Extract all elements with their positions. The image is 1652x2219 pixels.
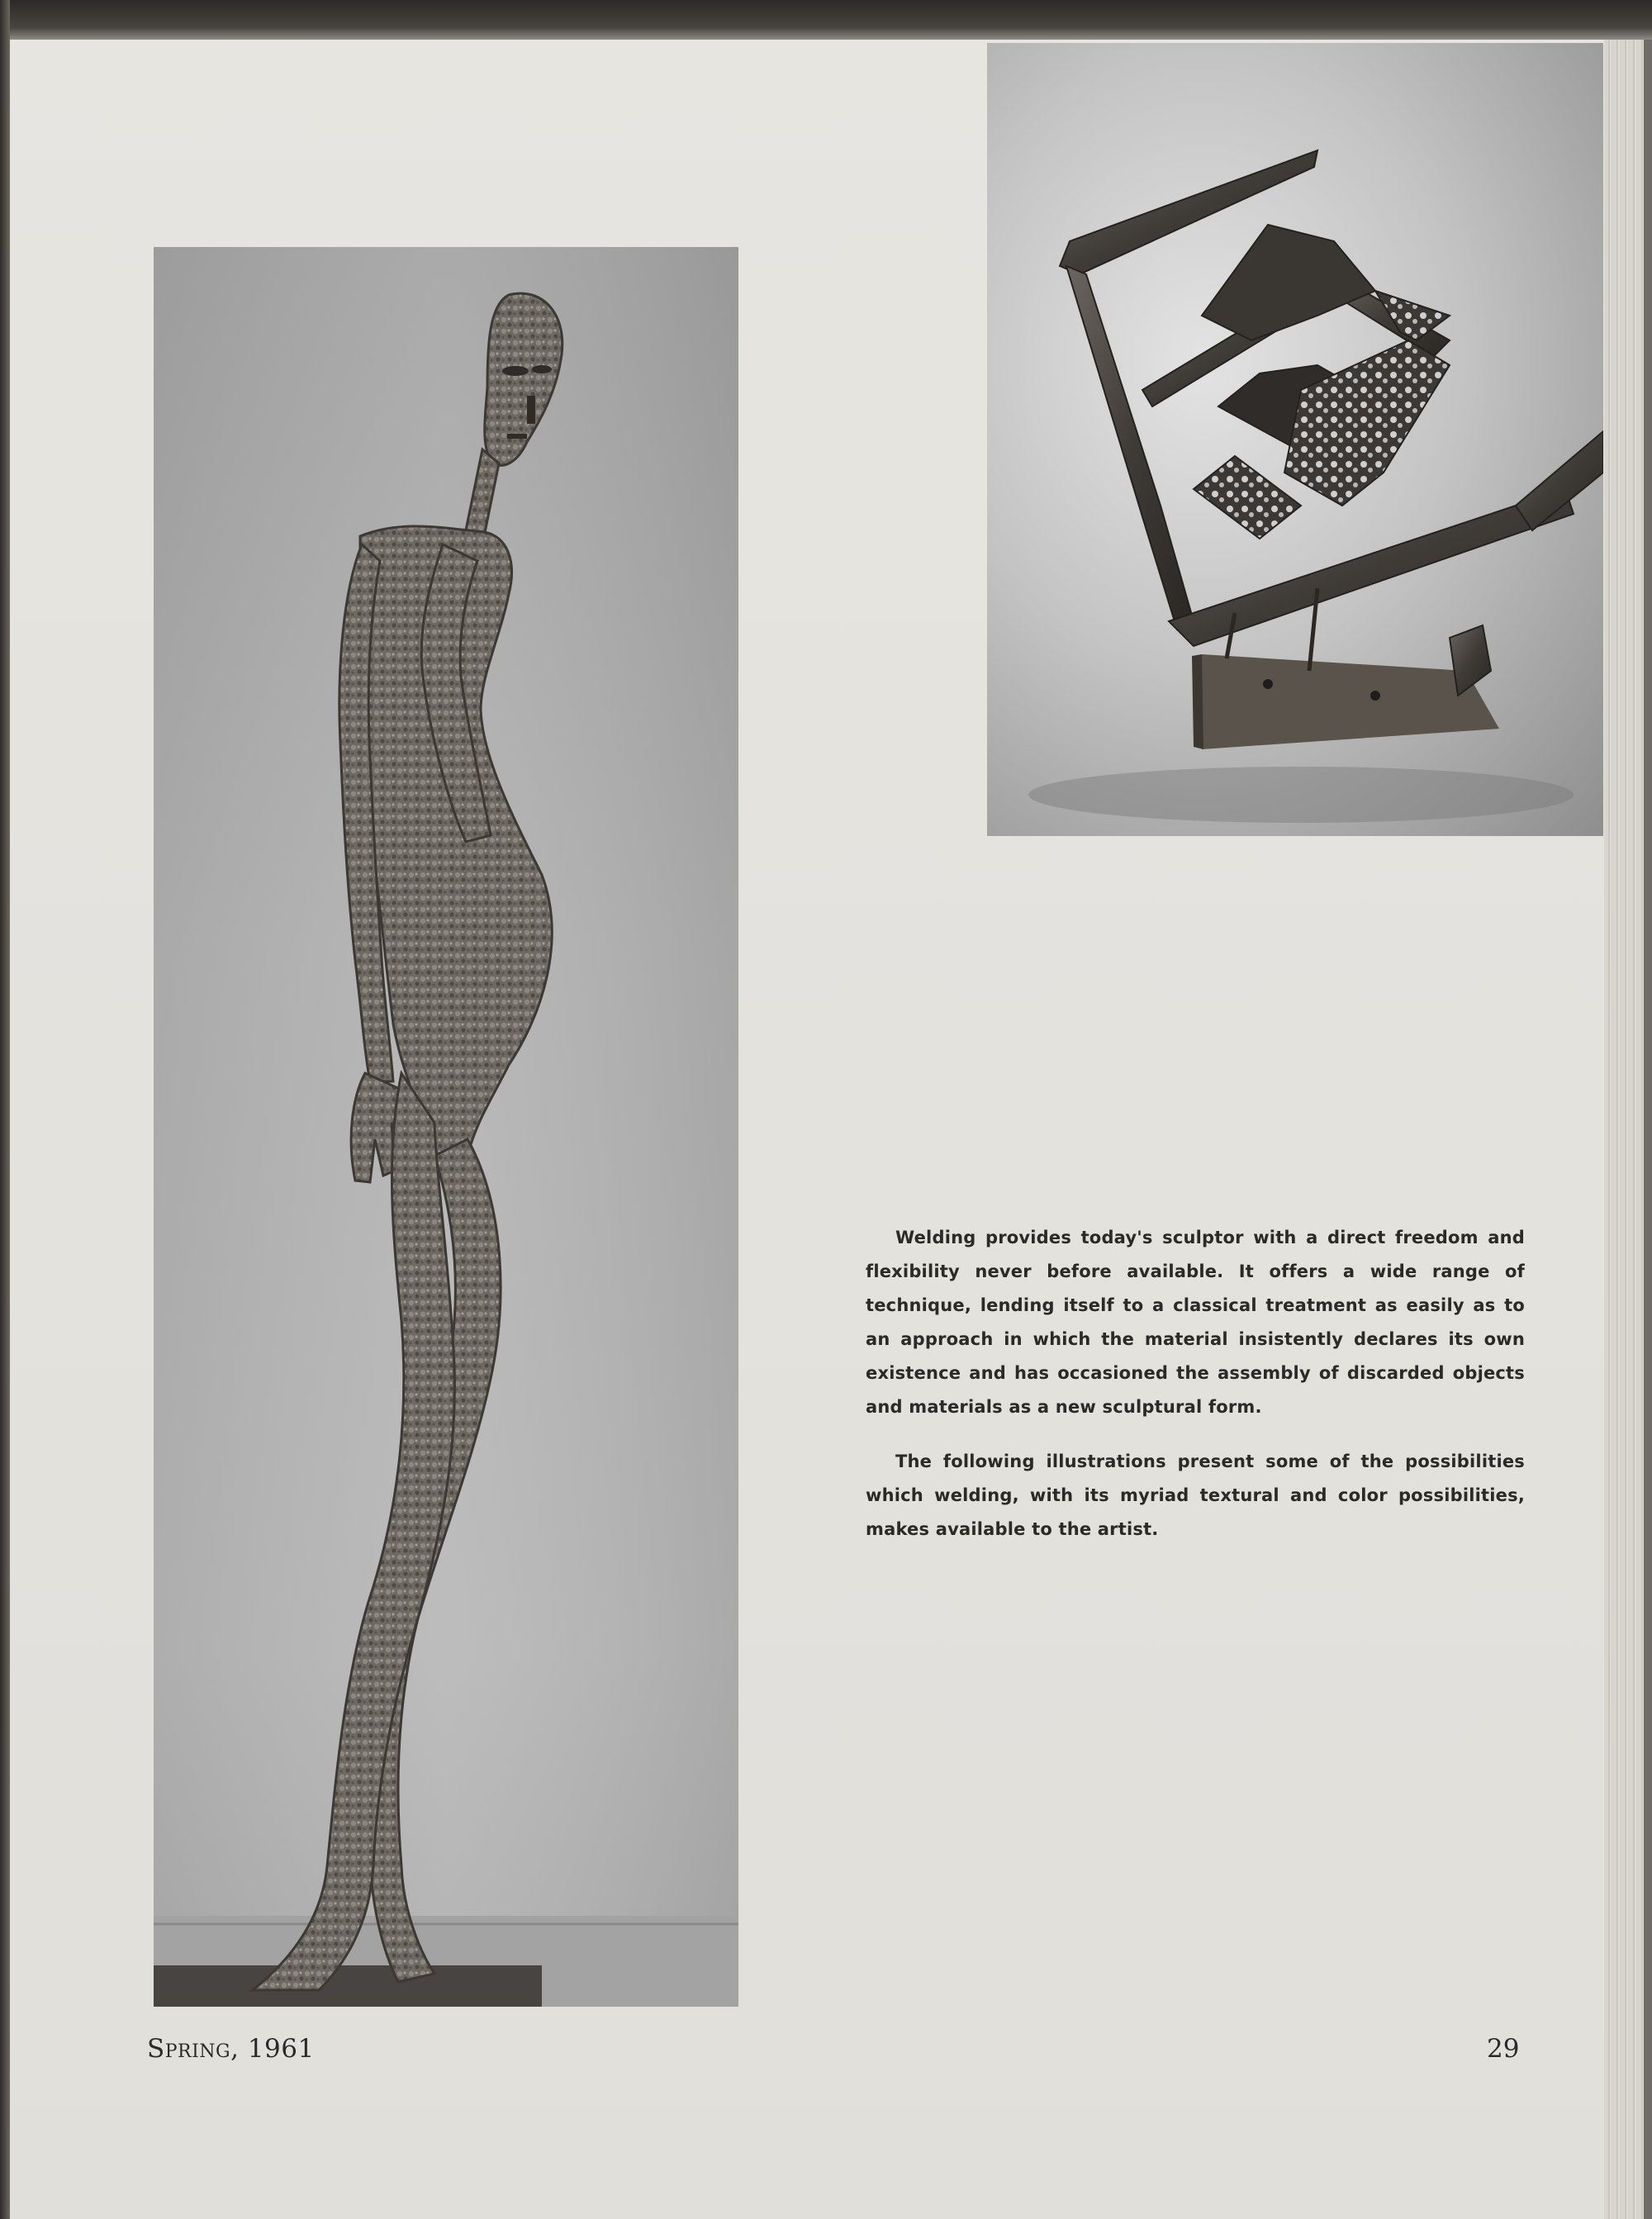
page-number: 29 (1487, 2034, 1520, 2064)
stacked-page-edges (1604, 40, 1652, 2219)
abstract-sculpture-illustration (987, 43, 1603, 836)
scan-background-top (0, 0, 1652, 40)
issue-date: Spring, 1961 (147, 2034, 315, 2064)
scan-background-left (0, 0, 10, 2219)
photo-standing-figure-sculpture (154, 247, 738, 2007)
article-body (866, 1221, 1525, 1567)
standing-figure-illustration (154, 247, 738, 2007)
paragraph-illustrations-intro: The following illustrations present some of the possibilities which welding, with its myriad textural and color possibilities, makes available to the artist. (866, 1452, 1525, 1539)
paragraph-welding-freedom: Welding provides today's sculptor with a direct freedom and flexibility never before available. It offers a wide range of technique, lending itself to a classical treatment as easily as to an approach in which the material insistently declares its own existence and has occasioned the assembly of discarded objects and materials as a new sculptural form. (866, 1228, 1525, 1417)
photo-abstract-welded-sculpture (987, 43, 1603, 836)
